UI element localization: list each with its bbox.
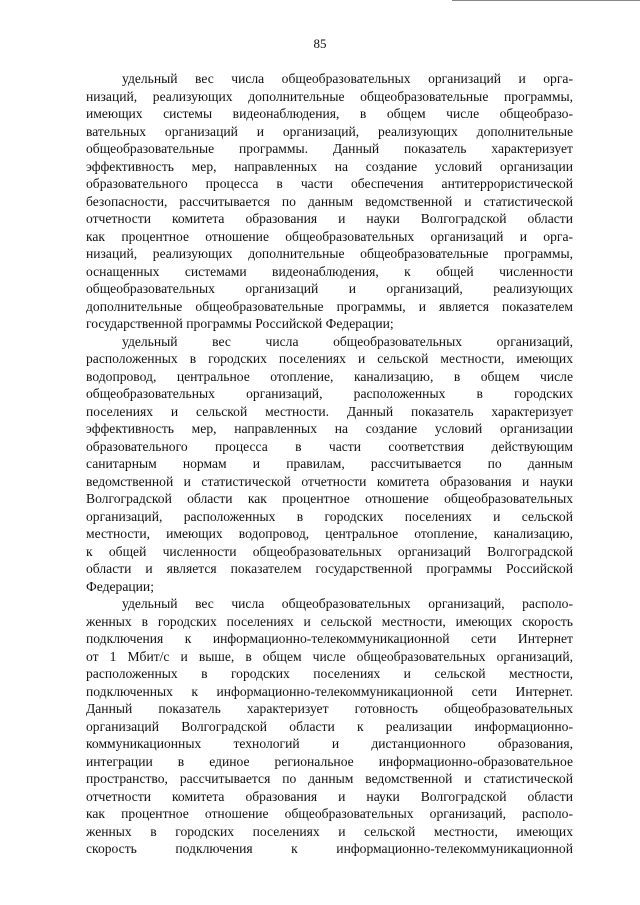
text-line: общеобразовательных организаций, расположенных в городских: [86, 386, 573, 401]
text-line: эффективность мер, направленных на создание условий организации: [86, 421, 573, 436]
text-line: удельный вес числа общеобразовательных организаций,: [122, 333, 573, 349]
text-line: ведомственной и статистической отчетности комитета образования и науки: [86, 473, 573, 489]
text-line: Волгоградской области как процентное отношение общеобразовательных: [86, 491, 573, 506]
text-line: удельный вес числа общеобразовательных организаций, располо-: [122, 596, 573, 611]
body-text: [86, 70, 573, 858]
text-line: к общей численности общеобразовательных организаций Волгоградской: [86, 543, 573, 559]
text-line: низаций, реализующих дополнительные общеобразовательные программы,: [86, 246, 573, 261]
text-line: образовательного процесса в части соответствия действующим: [86, 438, 573, 454]
text-line: эффективность мер, направленных на создание условий организации: [86, 158, 573, 174]
text-line: водопровод, центральное отопление, канализацию, в общем числе: [86, 368, 573, 384]
text-line: как процентное отношение общеобразовательных организаций, располо-: [86, 806, 573, 821]
text-line: организаций, расположенных в городских поселениях и сельской: [86, 508, 573, 524]
text-line: организаций Волгоградской области к реализации информационно-: [86, 718, 573, 734]
text-line: образовательного процесса в части обеспечения антитеррористической: [86, 176, 573, 191]
text-line: низаций, реализующих дополнительные общеобразовательные программы,: [86, 88, 573, 104]
text-line: коммуникационных технологий и дистанционного образования,: [86, 736, 573, 751]
text-line: имеющих системы видеонаблюдения, в общем числе общеобразо-: [86, 106, 573, 121]
text-line: дополнительные общеобразовательные программы, и является показателем: [86, 298, 573, 314]
text-line: пространство, рассчитывается по данным ведомственной и статистической: [86, 771, 573, 786]
text-line: как процентное отношение общеобразовательных организаций и орга-: [86, 228, 573, 244]
page-number: 85: [313, 36, 327, 51]
text-line: безопасности, рассчитывается по данным ведомственной и статистической: [86, 193, 573, 209]
text-line: интеграции в единое региональное информационно-образовательное: [86, 753, 573, 769]
text-line: от 1 Мбит/с и выше, в общем числе общеобразовательных организаций,: [86, 648, 573, 664]
top-edge-rule: [452, 0, 640, 1]
text-line: женных в городских поселениях и сельской местности, имеющих скорость: [86, 613, 573, 629]
text-line: области и является показателем государственной программы Российской: [86, 561, 573, 576]
text-line: общеобразовательные программы. Данный показатель характеризует: [86, 141, 573, 156]
text-line: Данный показатель характеризует готовность общеобразовательных: [86, 701, 573, 716]
text-line: поселениях и сельской местности. Данный показатель характеризует: [86, 403, 573, 419]
text-line: отчетности комитета образования и науки Волгоградской области: [86, 211, 573, 226]
text-line: оснащенных системами видеонаблюдения, к общей численности: [86, 263, 573, 279]
text-line: женных в городских поселениях и сельской местности, имеющих: [86, 823, 573, 839]
text-line: местности, имеющих водопровод, центральное отопление, канализацию,: [86, 526, 573, 541]
text-line: подключения к информационно-телекоммуникационной сети Интернет: [86, 631, 573, 646]
paragraph: [86, 333, 573, 596]
text-line: общеобразовательных организаций и организаций, реализующих: [86, 281, 573, 296]
text-line: скорость подключения к информационно-телекоммуникационной: [86, 841, 573, 856]
text-line: подключенных к информационно-телекоммуникационной сети Интернет.: [86, 683, 573, 699]
paragraph: [86, 595, 573, 858]
text-line: расположенных в городских поселениях и сельской местности,: [86, 666, 573, 681]
text-line: удельный вес числа общеобразовательных организаций и орга-: [122, 71, 573, 86]
text-line: государственной программы Российской Федерации;: [86, 316, 394, 331]
paragraph: [86, 70, 573, 333]
text-line: отчетности комитета образования и науки Волгоградской области: [86, 788, 573, 804]
text-line: санитарным нормам и правилам, рассчитывается по данным: [86, 456, 573, 471]
text-line: вательных организаций и организаций, реализующих дополнительные: [86, 123, 573, 139]
text-line: расположенных в городских поселениях и сельской местности, имеющих: [86, 351, 573, 366]
text-line: Федерации;: [86, 578, 154, 594]
